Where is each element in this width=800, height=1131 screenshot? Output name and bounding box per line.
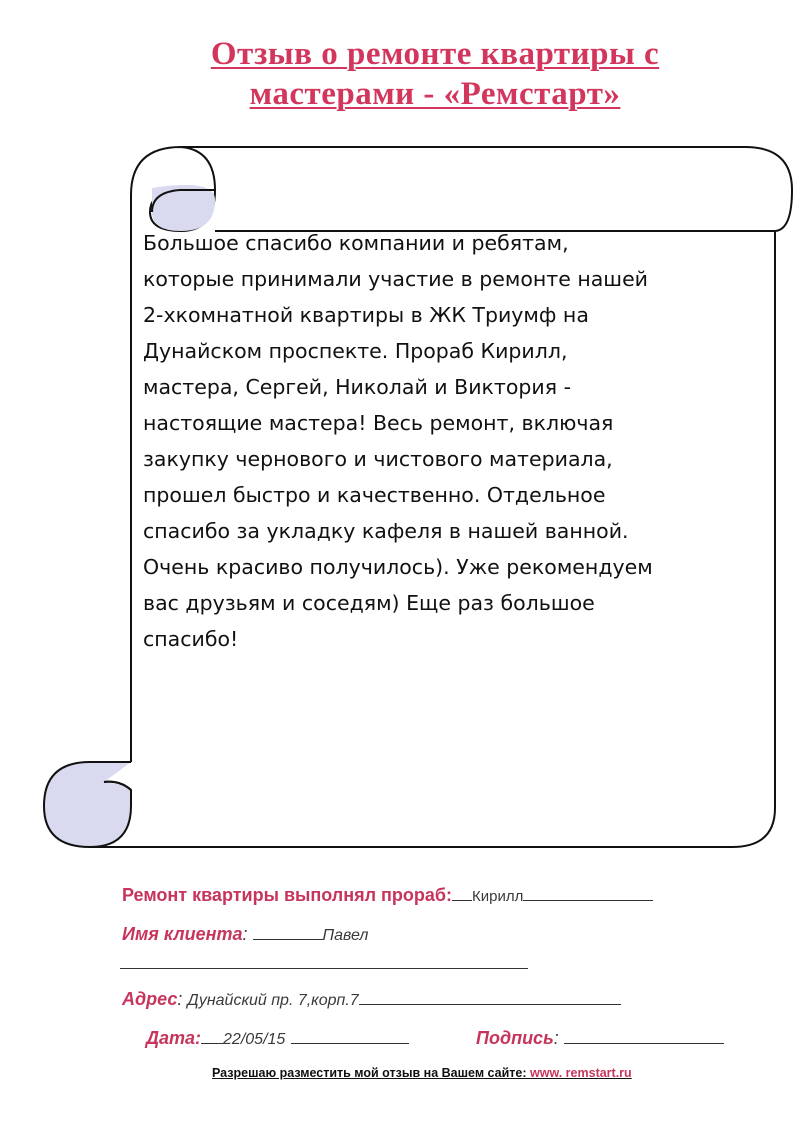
review-line: Очень красиво получилось). Уже рекомендуем — [143, 555, 653, 579]
signature-field[interactable] — [564, 1043, 724, 1044]
review-line: которые принимали участие в ремонте нашей — [143, 267, 649, 291]
client-value[interactable]: Павел — [322, 927, 369, 944]
review-line: мастера, Сергей, Николай и Виктория - — [143, 375, 571, 399]
review-line: вас друзьям и соседям) Еще раз большое — [143, 591, 595, 615]
foreman-label: Ремонт квартиры выполнял прораб: — [122, 885, 453, 905]
title-line-1: Отзыв о ремонте квартиры с — [210, 36, 660, 72]
title-line-2: мастерами - «Ремстарт» — [249, 76, 621, 112]
foreman-value[interactable]: Кирилл — [472, 888, 524, 905]
address-label: Адрес — [122, 989, 178, 1009]
review-line: спасибо за укладку кафеля в нашей ванной. — [143, 519, 629, 543]
client-extra-line — [120, 968, 528, 969]
review-text — [143, 225, 703, 657]
date-label: Дата: — [146, 1028, 202, 1048]
client-row: Имя клиента: Павел — [122, 924, 369, 944]
date-row — [146, 1028, 409, 1049]
signature-row: Подпись: — [476, 1028, 724, 1049]
review-line: настоящие мастера! Весь ремонт, включая — [143, 411, 614, 435]
address-row: Адрес: Дунайский пр. 7,корп.7 — [122, 989, 621, 1010]
review-line: Большое спасибо компании и ребятам, — [143, 231, 569, 255]
date-value[interactable]: 22/05/15 — [223, 1031, 286, 1048]
review-line: спасибо! — [143, 627, 239, 651]
scroll-bottom-curl — [44, 762, 131, 847]
address-value[interactable]: Дунайский пр. 7,корп.7 — [187, 992, 359, 1009]
consent-text: Разрешаю разместить мой отзыв на Вашем сайте: — [212, 1066, 527, 1080]
consent-note — [212, 1066, 632, 1080]
review-line: Дунайском проспекте. Прораб Кирилл, — [143, 339, 568, 363]
client-label: Имя клиента — [122, 924, 243, 944]
signature-label: Подпись — [476, 1028, 554, 1048]
review-line: 2-хкомнатной квартиры в ЖК Триумф на — [143, 303, 589, 327]
review-line: прошел быстро и качественно. Отдельное — [143, 483, 606, 507]
site-link[interactable]: www. remstart.ru — [530, 1066, 632, 1080]
review-line: закупку чернового и чистового материала, — [143, 447, 613, 471]
foreman-row — [122, 885, 653, 906]
